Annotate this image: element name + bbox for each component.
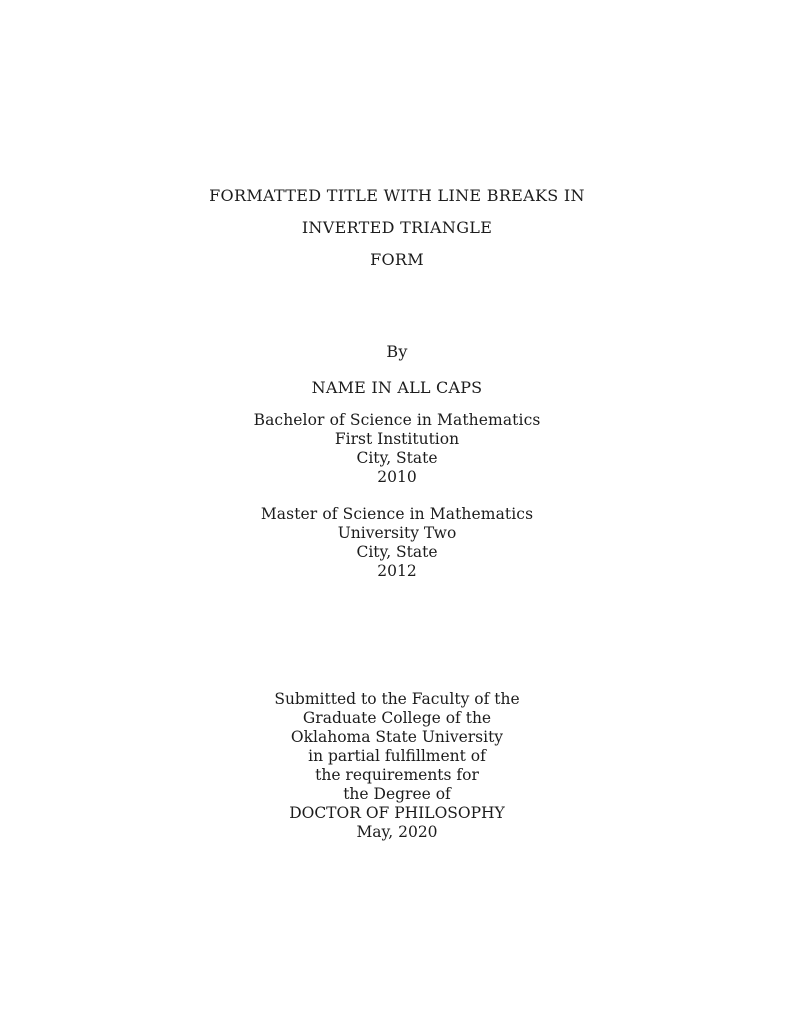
bachelor-degree-block (0, 411, 794, 487)
author-name: NAME IN ALL CAPS (311, 378, 483, 397)
master-degree-name: Master of Science in Mathematics (260, 505, 534, 523)
submission-date: May, 2020 (356, 823, 438, 841)
master-institution: University Two (337, 524, 457, 542)
title-line-2: INVERTED TRIANGLE (301, 218, 493, 237)
author-block (0, 334, 794, 406)
submission-degree-sought: DOCTOR OF PHILOSOPHY (289, 804, 505, 822)
submission-line-5: the requirements for (315, 766, 479, 784)
submission-line-3: Oklahoma State University (290, 728, 504, 746)
submission-line-1: Submitted to the Faculty of the (274, 690, 520, 708)
bachelor-year: 2010 (377, 468, 417, 486)
submission-statement-block (0, 690, 794, 842)
bachelor-location: City, State (356, 449, 438, 467)
master-year: 2012 (377, 562, 417, 580)
submission-line-2: Graduate College of the (302, 709, 492, 727)
title-line-1: FORMATTED TITLE WITH LINE BREAKS IN (209, 186, 585, 205)
master-degree-block (0, 505, 794, 581)
bachelor-degree-name: Bachelor of Science in Mathematics (253, 411, 541, 429)
title-line-3: FORM (370, 250, 424, 269)
master-location: City, State (356, 543, 438, 561)
by-label: By (386, 342, 408, 361)
submission-line-4: in partial fulfillment of (308, 747, 486, 765)
bachelor-institution: First Institution (334, 430, 460, 448)
thesis-title-block (0, 180, 794, 276)
submission-line-6: the Degree of (343, 785, 451, 803)
